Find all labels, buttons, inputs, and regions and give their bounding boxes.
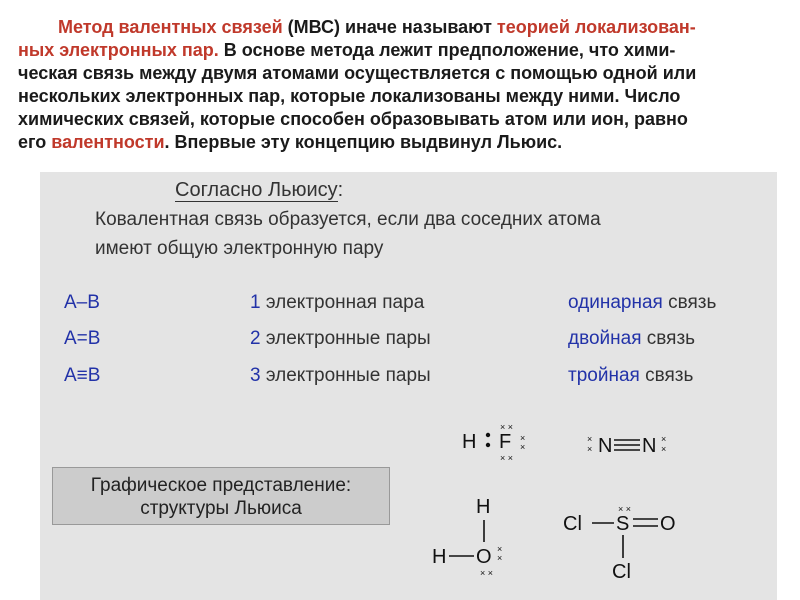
lone-pair-mark: × <box>661 434 667 444</box>
bond-pair-dot <box>486 443 490 447</box>
bond-formula-single: A–B <box>64 292 100 313</box>
bond-formula-triple: A≡B <box>64 365 101 386</box>
intro-text: . Впервые эту концепцию выдвинул Льюис. <box>164 132 563 152</box>
intro-text: (МВС) иначе называют <box>282 17 497 37</box>
atom-h: H <box>462 431 477 453</box>
term-vb-method: Метод валентных связей <box>58 17 283 37</box>
bond-kind: тройная <box>568 365 640 386</box>
graphic-line-1: Графическое представление: <box>90 475 352 496</box>
atom-o: O <box>660 513 676 535</box>
h2o-structure <box>432 496 502 578</box>
lone-pair-mark: × × <box>500 422 514 432</box>
pair-text: электронные пары <box>260 328 431 349</box>
bond-pair-dot <box>486 433 490 437</box>
bond-kind: двойная <box>568 328 642 349</box>
pair-count: 3 <box>250 365 261 386</box>
atom-cl-bottom: Cl <box>612 561 631 583</box>
lone-pair-mark: × <box>661 444 667 454</box>
term-valence: валентности <box>51 132 165 152</box>
n2-structure <box>587 434 666 457</box>
bond-word: связь <box>639 365 694 386</box>
bond-word: связь <box>641 328 696 349</box>
intro-line-3: ческая связь между двумя атомами осуществляется с помощью одной или <box>18 63 697 83</box>
pair-text: электронные пары <box>260 365 431 386</box>
bond-formula-double: A=B <box>64 328 101 349</box>
lone-pair-mark: × <box>497 553 503 563</box>
atom-o: O <box>476 546 492 568</box>
lone-pair-mark: × <box>587 444 593 454</box>
term-localized-pairs: теорией локализован- <box>496 17 696 37</box>
term-localized-pairs-cont: ных электронных пар. <box>18 40 219 60</box>
intro-text: В основе метода лежит предположение, что хими- <box>218 40 676 60</box>
hf-structure <box>462 422 525 463</box>
atom-h-left: H <box>432 546 447 568</box>
lone-pair-mark: × × <box>618 504 632 514</box>
covalent-line-2: имеют общую электронную пару <box>95 238 384 259</box>
lone-pair-mark: × <box>520 433 526 443</box>
bond-word: связь <box>662 292 717 313</box>
atom-f: F <box>499 431 512 453</box>
intro-line-4: нескольких электронных пар, которые локализованы между ними. Число <box>18 86 681 106</box>
graphic-line-2: структуры Льюиса <box>140 498 302 519</box>
atom-n: N <box>642 435 657 457</box>
atom-cl-left: Cl <box>563 513 582 535</box>
intro-line-5: химических связей, которые способен образовывать атом или ион, равно <box>18 109 688 129</box>
atom-n: N <box>598 435 613 457</box>
intro-text: его <box>18 132 52 152</box>
covalent-line-1: Ковалентная связь образуется, если два соседних атома <box>95 209 601 230</box>
atom-h-top: H <box>476 496 491 518</box>
lone-pair-mark: × <box>497 544 503 554</box>
socl2-structure <box>563 504 676 583</box>
lewis-title-colon: : <box>337 179 344 201</box>
lewis-title-text: Согласно Льюису <box>175 179 338 201</box>
pair-count: 1 <box>250 292 261 313</box>
lone-pair-mark: × <box>587 434 593 444</box>
lone-pair-mark: × × <box>480 568 494 578</box>
bond-kind: одинарная <box>568 292 663 313</box>
lone-pair-mark: × <box>520 442 526 452</box>
pair-text: электронная пара <box>260 292 425 313</box>
lone-pair-mark: × × <box>500 453 514 463</box>
atom-s: S <box>616 513 630 535</box>
pair-count: 2 <box>250 328 261 349</box>
